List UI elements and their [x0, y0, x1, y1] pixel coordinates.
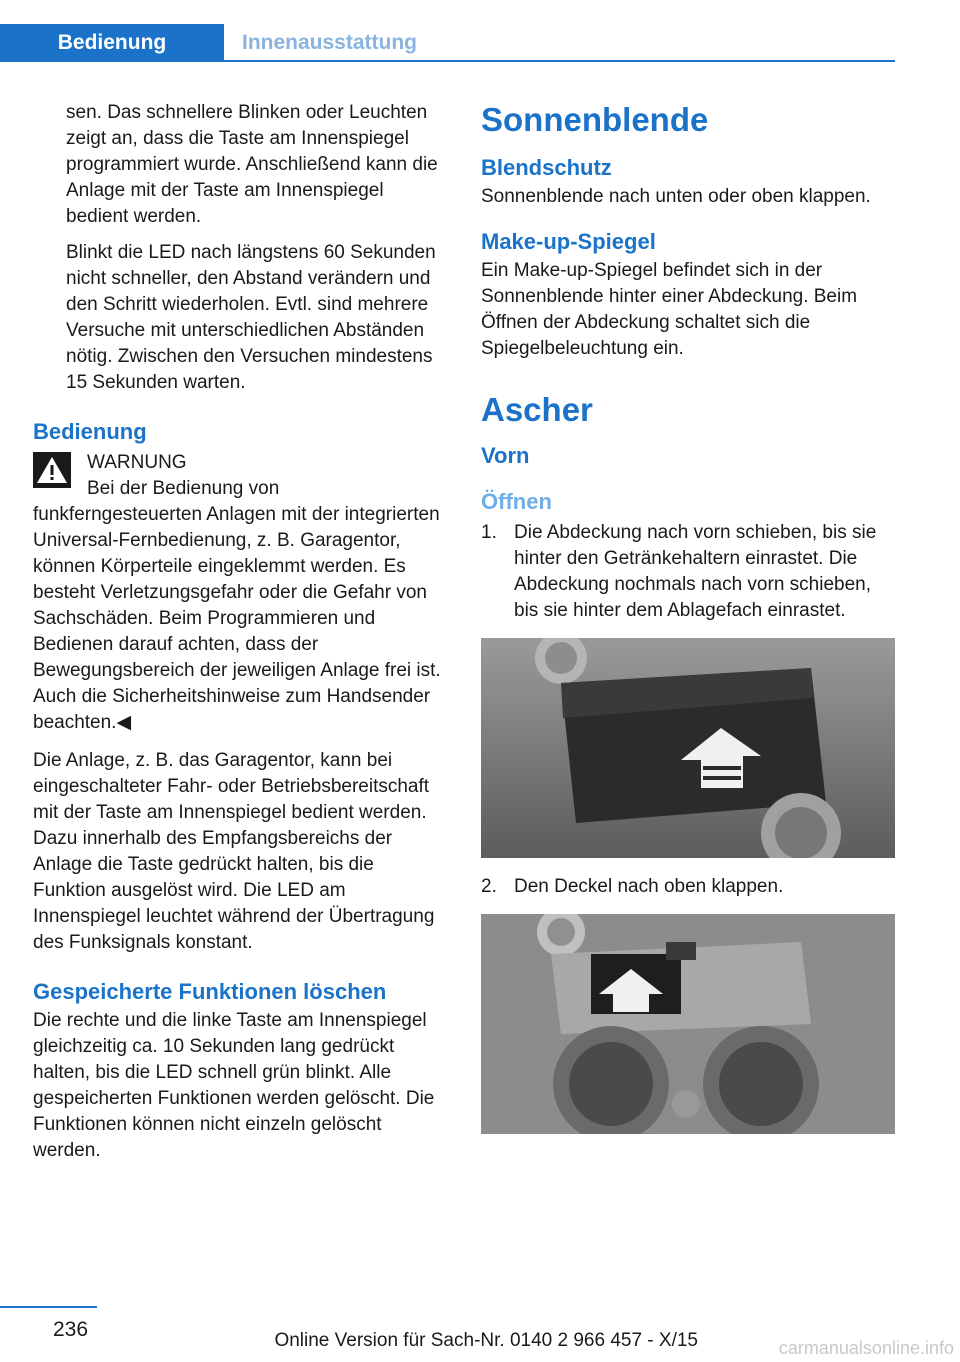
ashtray-cover-photo — [481, 638, 895, 858]
section-heading: Make-up-Spiegel — [481, 229, 656, 254]
paragraph: Die Anlage, z. B. das Garagentor, kann bei eingeschalteter Fahr- oder Betriebsbereitschaft mit der Taste am Innenspiegel bedient werden. Dazu innerhalb des Empfangsbereichs der Anlage die Taste gedrückt halten, bis die Funktion ausgelöst wird. Die LED am Innenspiegel leuchtet während der Übertragung des Funksignals konstant. — [33, 750, 435, 953]
section-heading: Blendschutz — [481, 155, 612, 180]
step-text: Die Abdeckung nach vorn schieben, bis sie hinter den Getränkehaltern einrastet. Die Abdeckung nochmals nach vorn schieben, bis sie hinter dem Ablagefach einrastet. — [514, 522, 877, 621]
warning-icon — [33, 452, 71, 488]
paragraph: Sonnenblende nach unten oder oben klappen. — [481, 186, 871, 207]
step-number: 1. — [481, 522, 497, 543]
footer-online-version: Online Version für Sach-Nr. 0140 2 966 457 - X/15 — [274, 1330, 698, 1351]
right-column — [481, 100, 896, 1150]
page-number: 236 — [53, 1318, 89, 1341]
section-heading: Vorn — [481, 443, 530, 468]
warning-label: WARNUNG — [87, 452, 187, 473]
chapter-heading: Sonnenblende — [481, 101, 709, 138]
section-heading: Bedienung — [33, 419, 147, 444]
ashtray-open-photo — [481, 914, 895, 1134]
paragraph: Die rechte und die linke Taste am Innenspiegel gleichzeitig ca. 10 Sekunden lang gedrückt halten, bis die LED schnell grün blinkt. Alle gespeicherten Funktionen werden gelöscht. Die Funktionen können nicht einzeln gelöscht werden. — [33, 1010, 435, 1161]
subsection-heading: Öffnen — [481, 489, 552, 514]
watermark: carmanualsonline.info — [778, 1338, 954, 1358]
list-item — [481, 874, 896, 900]
step-text: Den Deckel nach oben klappen. — [514, 876, 784, 897]
ashtray-open-illustration — [481, 914, 895, 1134]
paragraph: Blinkt die LED nach längstens 60 Sekunden nicht schneller, den Abstand verändern und den Schritt wiederholen. Evtl. sind mehrere Versuche mit unterschiedlichen Abständen nötig. Zwischen den Versuchen mindestens 15 Sekunden warten. — [66, 242, 436, 393]
warning-text: Bei der Bedienung von funkferngesteuerten Anlagen mit der integrierten Universal-Fernbedienung, z. B. Garagentor, können Körperteile eingeklemmt werden. Es besteht Verletzungsgefahr oder die Gefahr von Sachschäden. Beim Programmieren und Bedienen darauf achten, dass der Bewegungsbereich der jeweiligen Anlage frei ist. Auch die Sicherheitshinweise zum Handsender beachten.◀ — [33, 478, 441, 733]
header-divider — [0, 60, 895, 62]
step-number: 2. — [481, 876, 497, 897]
paragraph: Ein Make-up-Spiegel befindet sich in der Sonnenblende hinter einer Abdeckung. Beim Öffnen der Abdeckung schaltet sich die Spiegelbeleuchtung ein. — [481, 260, 858, 359]
tab-bedienung[interactable]: Bedienung — [0, 24, 224, 61]
section-heading: Gespeicherte Funktionen löschen — [33, 979, 387, 1004]
ashtray-cover-illustration — [481, 638, 895, 858]
tab-innenausstattung[interactable]: Innenausstattung — [242, 30, 418, 54]
footer-divider — [0, 1306, 97, 1308]
list-item — [481, 520, 896, 624]
warning-block — [33, 450, 448, 736]
left-column — [33, 100, 448, 1174]
page-header — [0, 0, 960, 64]
paragraph: sen. Das schnellere Blinken oder Leuchten zeigt an, dass die Taste am Innenspiegel programmiert wurde. Anschließend kann die Anlage mit der Taste am Innenspiegel bedient werden. — [66, 102, 438, 227]
chapter-heading: Ascher — [481, 391, 593, 428]
